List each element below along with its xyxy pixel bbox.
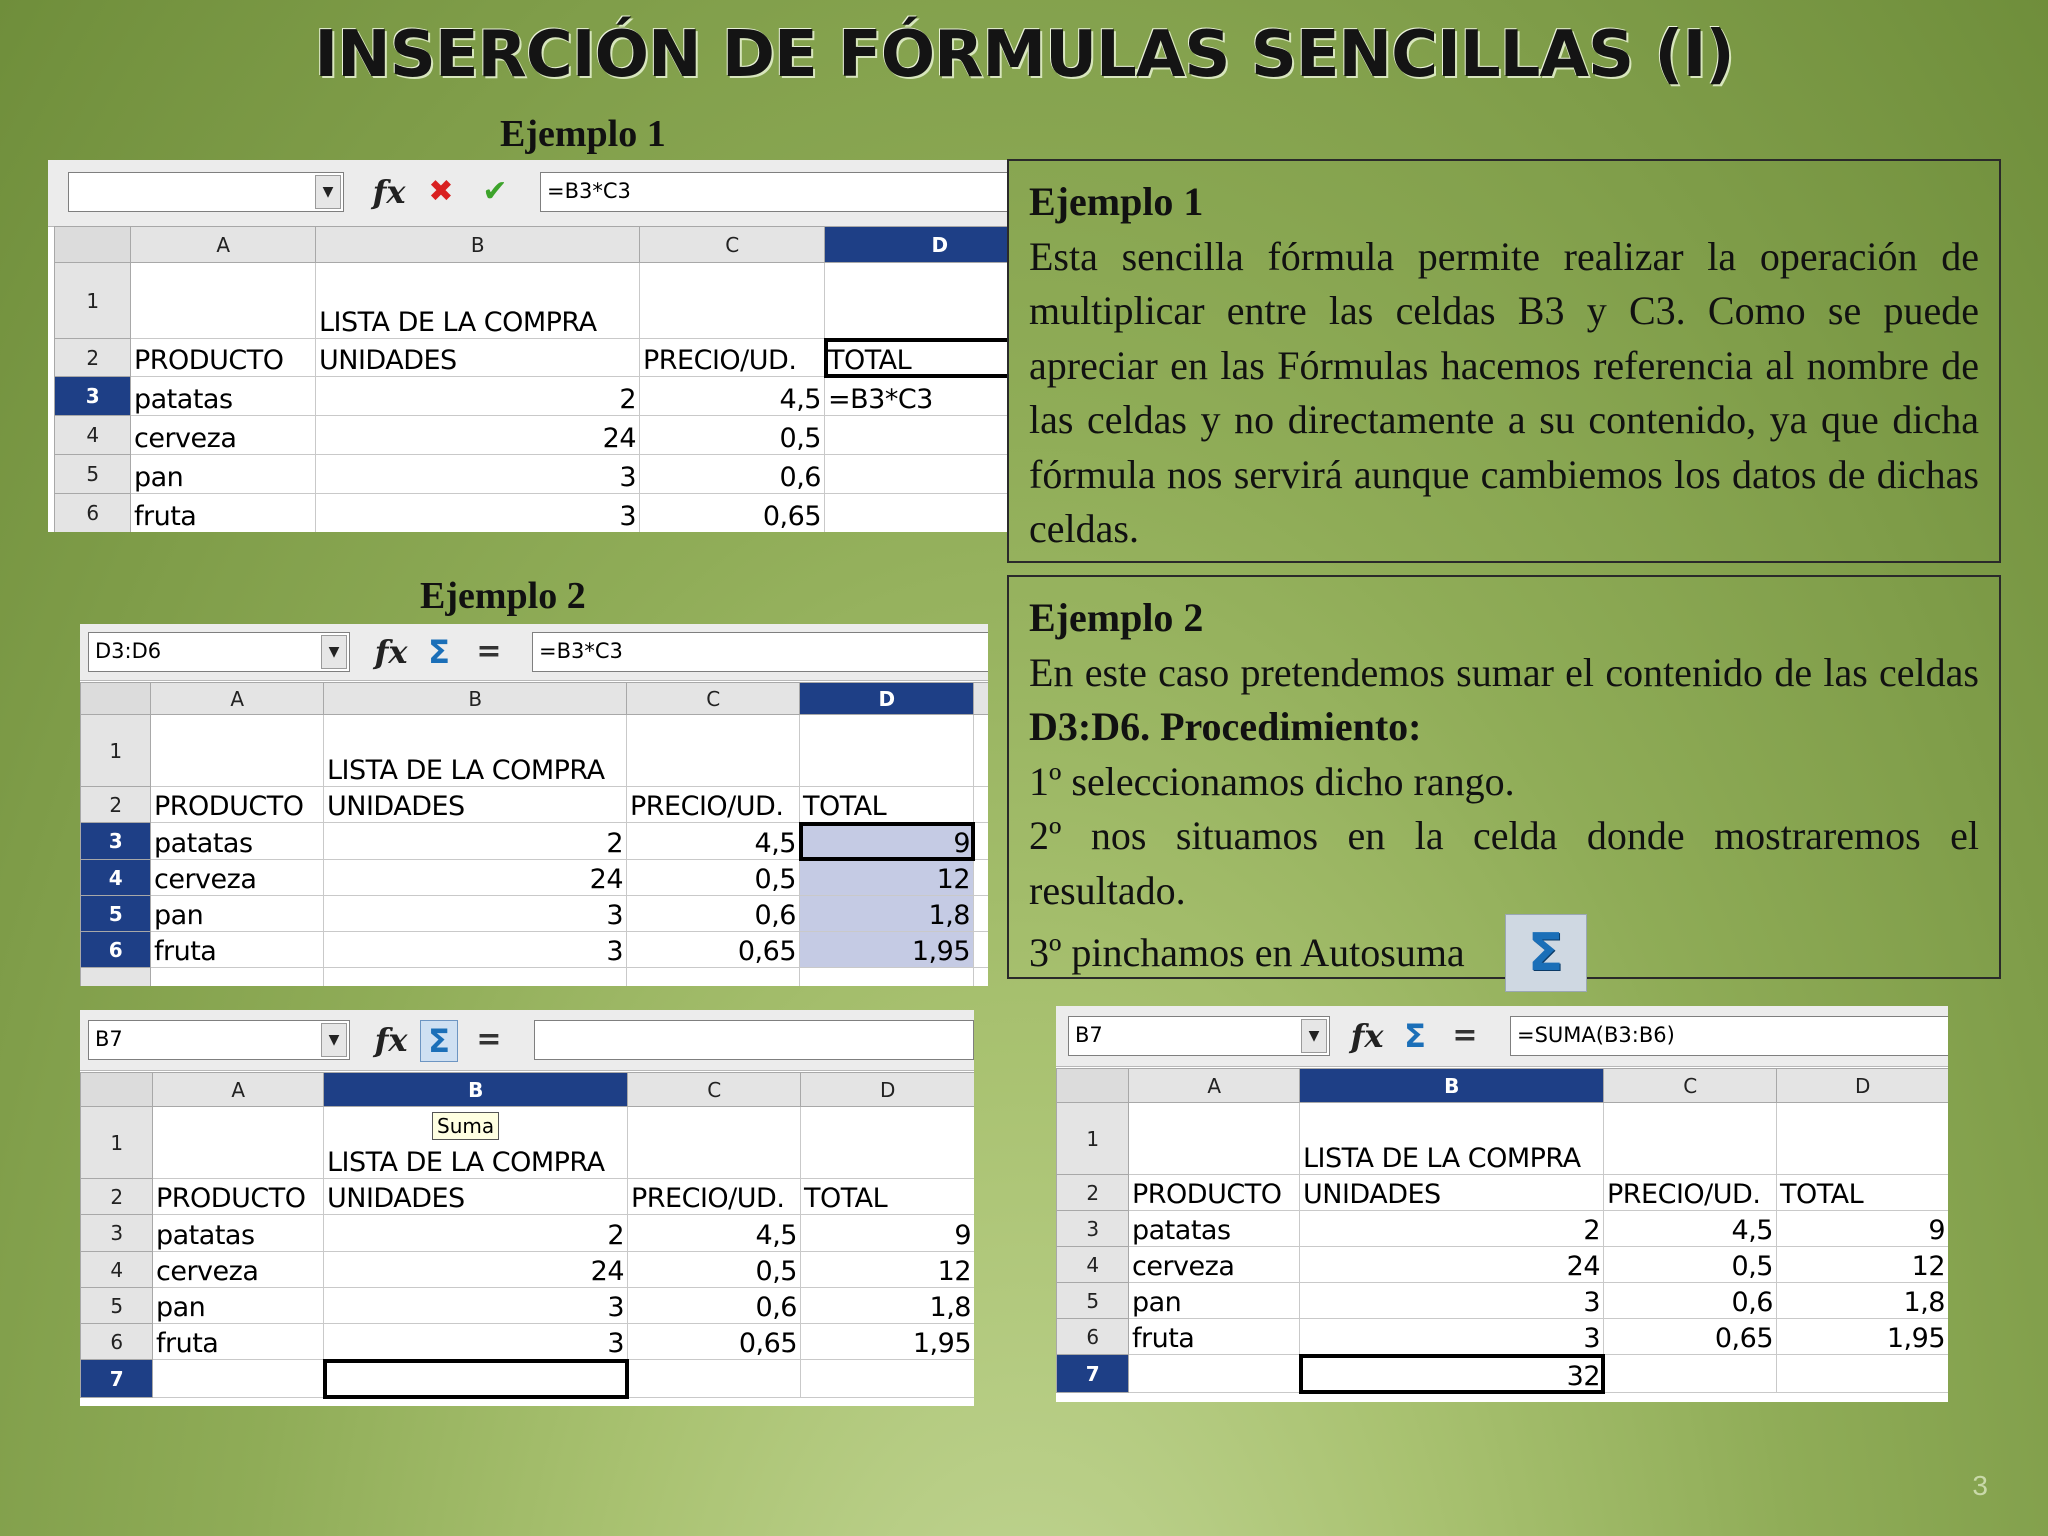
name-box[interactable]: B7 ▼ [1068,1016,1330,1056]
cell-b1[interactable]: LISTA DE LA COMPRA [324,715,627,787]
cell-e2[interactable] [974,787,989,823]
column-header-a[interactable]: A [131,227,316,263]
cell-e3[interactable] [974,823,989,860]
cell-d3[interactable]: 9 [800,823,974,860]
row-header-7[interactable] [81,968,151,987]
row-header-7[interactable]: 7 [81,1360,153,1398]
page-number: 3 [1972,1470,1988,1501]
cell-c1[interactable] [627,715,800,787]
cell-c6[interactable]: 0,65 [627,932,800,968]
cell-c4[interactable]: 0,5 [640,416,825,455]
cell-a6[interactable]: fruta [153,1324,324,1360]
cell-c5[interactable]: 0,6 [1604,1283,1777,1319]
row-header-6[interactable]: 6 [55,494,131,533]
spreadsheet-ejemplo2-step3 [80,1010,974,1406]
row-header-6[interactable]: 6 [1057,1319,1129,1355]
cell-d7[interactable] [801,1360,975,1398]
cell-b5[interactable]: 3 [324,1288,628,1324]
row-header-5[interactable]: 5 [55,455,131,494]
cell-d5[interactable]: 1,8 [1777,1283,1949,1319]
cell-d2[interactable]: TOTAL [800,787,974,823]
cell-b4[interactable]: 24 [324,1252,628,1288]
cell-e1[interactable] [974,715,989,787]
spreadsheet-ejemplo2-result [1056,1006,1948,1402]
autosum-icon[interactable]: Σ [1404,1017,1426,1055]
slide-title: INSERCIÓN DE FÓRMULAS SENCILLAS (I) [314,18,1734,92]
row-header-1[interactable]: 1 [81,715,151,787]
formula-input[interactable]: =SUMA(B3:B6) [1510,1016,1948,1056]
column-header-d[interactable]: D [825,227,1009,263]
spreadsheet-ejemplo2 [80,624,988,986]
cell-a7[interactable] [151,968,324,987]
cell-grid [80,1072,974,1398]
cell-d1[interactable] [825,263,1009,339]
cell-a1[interactable] [131,263,316,339]
ejemplo1-label: Ejemplo 1 [500,113,666,155]
cell-c3[interactable]: 4,5 [640,377,825,416]
ejemplo2-label: Ejemplo 2 [420,575,586,617]
column-header-c[interactable]: C [628,1073,801,1107]
cancel-icon[interactable]: ✖ [428,174,454,209]
cell-d1[interactable] [801,1107,975,1179]
cell-b7[interactable] [324,1360,628,1398]
cell-a5[interactable]: pan [131,455,316,494]
cell-a3[interactable]: patatas [131,377,316,416]
box2-title: Ejemplo 2 [1029,595,1204,640]
box2-line1: En este caso pretendemos sumar el contenido de las celdas D3:D6. Procedimiento: [1029,649,1979,749]
row-header-1[interactable]: 1 [1057,1103,1129,1175]
select-all-corner[interactable] [81,683,151,715]
formula-toolbar [1056,1006,1948,1067]
cell-b7[interactable]: 32 [1300,1355,1604,1393]
cell-d4[interactable] [825,416,1009,455]
name-box-dropdown-icon[interactable]: ▼ [321,1023,347,1057]
cell-a1[interactable] [1129,1103,1300,1175]
row-header-3[interactable]: 3 [1057,1211,1129,1247]
cell-a1[interactable] [153,1107,324,1179]
cell-a5[interactable]: pan [151,896,324,932]
column-header-e[interactable] [974,683,989,715]
cell-c3[interactable]: 4,5 [628,1215,801,1252]
cell-b2[interactable]: UNIDADES [1300,1175,1604,1211]
cell-a2[interactable]: PRODUCTO [131,339,316,377]
box1-text: Esta sencilla fórmula permite realizar la operación de multiplicar entre las celdas B3 y C3. Como se puede apreciar en las Fórmulas hacemos referencia al nombre de las celdas y no directamente a su contenido, ya que dicha fórmula nos servirá aunque cambiemos los datos de dichas celdas. [1029,233,1979,551]
cell-d2[interactable]: TOTAL [801,1179,975,1215]
cell-b4[interactable]: 24 [1300,1247,1604,1283]
cell-a7[interactable] [1129,1355,1300,1393]
name-box-dropdown-icon[interactable]: ▼ [321,635,347,669]
cell-a4[interactable]: cerveza [151,860,324,896]
cell-b1[interactable]: LISTA DE LA COMPRA [324,1107,628,1179]
cell-a2[interactable]: PRODUCTO [153,1179,324,1215]
cell-b5[interactable]: 3 [1300,1283,1604,1319]
box2-step3: 3º pinchamos en Autosuma Σ [1029,918,1979,996]
cell-d4[interactable]: 12 [1777,1247,1949,1283]
cell-b2[interactable]: UNIDADES [316,339,640,377]
accept-icon[interactable]: ✔ [482,174,508,209]
row-header-4[interactable]: 4 [1057,1247,1129,1283]
cell-e7[interactable] [974,968,989,987]
cell-e6[interactable] [974,932,989,968]
row-header-3[interactable]: 3 [81,1215,153,1252]
column-header-d[interactable]: D [1777,1069,1949,1103]
row-header-4[interactable]: 4 [81,860,151,896]
name-box-dropdown-icon[interactable]: ▼ [315,175,341,209]
cell-b3[interactable]: 2 [324,823,627,860]
column-header-b[interactable]: B [324,683,627,715]
cell-b2[interactable]: UNIDADES [324,787,627,823]
cell-d3-editing[interactable]: =B3*C3 [825,377,1009,416]
cell-b6[interactable]: 3 [324,932,627,968]
function-wizard-icon[interactable]: fx [1350,1017,1384,1055]
box2-step1: 1º seleccionamos dicho rango. [1029,758,1515,804]
column-header-a[interactable]: A [153,1073,324,1107]
cell-c5[interactable]: 0,6 [628,1288,801,1324]
row-header-2[interactable]: 2 [55,339,131,377]
box1-title: Ejemplo 1 [1029,179,1204,224]
row-header-1[interactable]: 1 [55,263,131,339]
name-box[interactable] [68,172,344,212]
cell-d1[interactable] [1777,1103,1949,1175]
formula-toolbar [80,1010,974,1071]
formula-toolbar [48,160,1008,227]
row-header-2[interactable]: 2 [81,787,151,823]
cell-a6[interactable]: fruta [1129,1319,1300,1355]
cell-a4[interactable]: cerveza [1129,1247,1300,1283]
cell-d6[interactable]: 1,95 [801,1324,975,1360]
cell-a3[interactable]: patatas [151,823,324,860]
cell-c5[interactable]: 0,6 [627,896,800,932]
column-header-b[interactable]: B [1300,1069,1604,1103]
cell-c7[interactable] [627,968,800,987]
cell-d2[interactable]: TOTAL [1777,1175,1949,1211]
cell-b6[interactable]: 3 [316,494,640,533]
cell-d6[interactable]: 1,95 [800,932,974,968]
cell-c2[interactable]: PRECIO/UD. [1604,1175,1777,1211]
cell-a4[interactable]: cerveza [153,1252,324,1288]
cell-b7[interactable] [324,968,627,987]
cell-b1[interactable]: LISTA DE LA COMPRA [1300,1103,1604,1175]
cell-b5[interactable]: 3 [316,455,640,494]
cell-c4[interactable]: 0,5 [628,1252,801,1288]
cell-e5[interactable] [974,896,989,932]
cell-e4[interactable] [974,860,989,896]
cell-a3[interactable]: patatas [153,1215,324,1252]
cell-c5[interactable]: 0,6 [640,455,825,494]
cell-c6[interactable]: 0,65 [628,1324,801,1360]
cell-b3[interactable]: 2 [1300,1211,1604,1247]
cell-d4[interactable]: 12 [800,860,974,896]
autosum-tooltip: Suma [432,1112,499,1140]
equals-icon[interactable]: = [1452,1018,1478,1053]
cell-d7[interactable] [800,968,974,987]
cell-a7[interactable] [153,1360,324,1398]
column-header-c[interactable]: C [640,227,825,263]
name-box-dropdown-icon[interactable]: ▼ [1301,1019,1327,1053]
row-header-6[interactable]: 6 [81,1324,153,1360]
explanation-box-2 [1007,575,2001,983]
cell-b4[interactable]: 24 [316,416,640,455]
cell-c2[interactable]: PRECIO/UD. [628,1179,801,1215]
cell-c1[interactable] [628,1107,801,1179]
row-header-2[interactable]: 2 [81,1179,153,1215]
row-header-2[interactable]: 2 [1057,1175,1129,1211]
cell-c1[interactable] [640,263,825,339]
cell-b6[interactable]: 3 [324,1324,628,1360]
function-wizard-icon[interactable]: fx [374,1021,408,1059]
row-header-5[interactable]: 5 [1057,1283,1129,1319]
cell-b1[interactable]: LISTA DE LA COMPRA [316,263,640,339]
cell-d3[interactable]: 9 [801,1215,975,1252]
row-header-4[interactable]: 4 [81,1252,153,1288]
cell-b2[interactable]: UNIDADES [324,1179,628,1215]
column-header-c[interactable]: C [627,683,800,715]
explanation-box-1 [1007,159,2001,563]
formula-toolbar [80,624,988,681]
box2-step2: 2º nos situamos en la celda donde mostraremos el resultado. [1029,813,1979,913]
cell-c3[interactable]: 4,5 [1604,1211,1777,1247]
formula-input[interactable]: =B3*C3 [540,172,1008,212]
cell-grid [54,226,1008,532]
cell-c3[interactable]: 4,5 [627,823,800,860]
autosum-icon[interactable]: Σ [420,1020,458,1062]
cell-a4[interactable]: cerveza [131,416,316,455]
column-header-b[interactable]: B [316,227,640,263]
formula-input[interactable] [534,1020,974,1060]
formula-input[interactable]: =B3*C3 [532,632,988,672]
row-header-7[interactable]: 7 [1057,1355,1129,1393]
select-all-corner[interactable] [55,227,131,263]
cell-c4[interactable]: 0,5 [1604,1247,1777,1283]
equals-icon[interactable]: = [476,634,502,669]
autosum-icon[interactable]: Σ [428,633,450,671]
cell-b5[interactable]: 3 [324,896,627,932]
row-header-5[interactable]: 5 [81,896,151,932]
row-header-4[interactable]: 4 [55,416,131,455]
cell-a2[interactable]: PRODUCTO [151,787,324,823]
cell-c2[interactable]: PRECIO/UD. [640,339,825,377]
cell-a5[interactable]: pan [153,1288,324,1324]
cell-c6[interactable]: 0,65 [640,494,825,533]
cell-c2[interactable]: PRECIO/UD. [627,787,800,823]
row-header-6[interactable]: 6 [81,932,151,968]
name-box[interactable]: D3:D6 ▼ [88,632,350,672]
column-header-b[interactable]: B [324,1073,628,1107]
cell-a2[interactable]: PRODUCTO [1129,1175,1300,1211]
cell-d5[interactable]: 1,8 [800,896,974,932]
cell-d6[interactable] [825,494,1009,533]
row-header-1[interactable]: 1 [81,1107,153,1179]
cell-d3[interactable]: 9 [1777,1211,1949,1247]
cell-a1[interactable] [151,715,324,787]
cell-a6[interactable]: fruta [151,932,324,968]
cell-c7[interactable] [628,1360,801,1398]
cell-c6[interactable]: 0,65 [1604,1319,1777,1355]
cell-c4[interactable]: 0,5 [627,860,800,896]
cell-grid [1056,1068,1948,1393]
cell-d5[interactable] [825,455,1009,494]
cell-b6[interactable]: 3 [1300,1319,1604,1355]
column-header-d[interactable]: D [800,683,974,715]
row-header-3[interactable]: 3 [55,377,131,416]
cell-d7[interactable] [1777,1355,1949,1393]
cell-b3[interactable]: 2 [324,1215,628,1252]
cell-b4[interactable]: 24 [324,860,627,896]
cell-c7[interactable] [1604,1355,1777,1393]
column-header-c[interactable]: C [1604,1069,1777,1103]
cell-d6[interactable]: 1,95 [1777,1319,1949,1355]
column-header-d[interactable]: D [801,1073,975,1107]
cell-grid [80,682,988,986]
select-all-corner[interactable] [81,1073,153,1107]
cell-d1[interactable] [800,715,974,787]
cell-d5[interactable]: 1,8 [801,1288,975,1324]
cell-a3[interactable]: patatas [1129,1211,1300,1247]
cell-a5[interactable]: pan [1129,1283,1300,1319]
column-header-a[interactable]: A [1129,1069,1300,1103]
name-box[interactable]: B7 ▼ [88,1020,350,1060]
row-header-5[interactable]: 5 [81,1288,153,1324]
select-all-corner[interactable] [1057,1069,1129,1103]
cell-a6[interactable]: fruta [131,494,316,533]
function-wizard-icon[interactable]: fx [374,633,408,671]
cell-b3[interactable]: 2 [316,377,640,416]
cell-c1[interactable] [1604,1103,1777,1175]
row-header-3[interactable]: 3 [81,823,151,860]
column-header-a[interactable]: A [151,683,324,715]
equals-icon[interactable]: = [476,1022,502,1057]
cell-d4[interactable]: 12 [801,1252,975,1288]
cell-d2[interactable]: TOTAL [825,339,1009,377]
autosum-button-icon: Σ [1505,914,1587,992]
spreadsheet-ejemplo1 [48,160,1008,532]
function-wizard-icon[interactable]: fx [372,173,406,211]
